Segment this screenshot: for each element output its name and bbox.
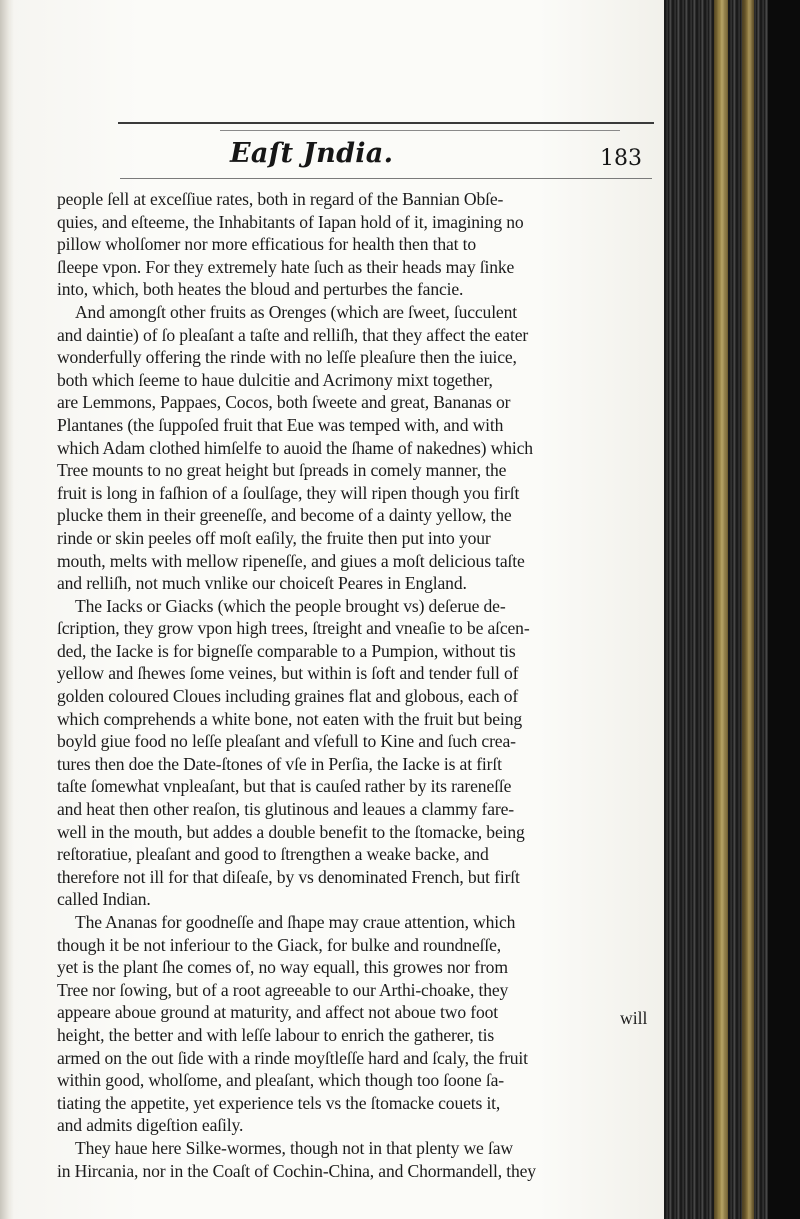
text-line: pillow wholſomer nor more efficatious for health then that to [57,234,477,255]
text-line: taſte ſomewhat vnpleaſant, but that is cauſed rather by its rareneſſe [57,776,512,797]
text-line: in Hircania, nor in the Coaſt of Cochin-China, and Chormandell, they [57,1160,536,1181]
binding-edge [768,0,800,1219]
top-rule [118,122,654,124]
text-line: ſcription, they grow vpon high trees, ſtreight and vneaſie to be aſcen- [57,618,530,639]
text-line: and daintie) of ſo pleaſant a taſte and relliſh, that they affect the eater [57,324,529,345]
text-line: both which ſeeme to haue dulcitie and Acrimony mixt together, [57,369,493,390]
text-line: The Ananas for goodneſſe and ſhape may craue attention, which [75,912,516,932]
text-line: boyld giue food no leſſe pleaſant and vſefull to Kine and ſuch crea- [57,731,516,752]
text-line: which comprehends a white bone, not eaten with the fruit but being [57,708,523,729]
header-rule [120,178,652,179]
text-line: Tree nor ſowing, but of a root agreeable to our Arthi-choake, they [57,979,509,1000]
text-line: And amongſt other fruits as Orenges (which are ſweet, ſucculent [75,301,517,322]
text-line: though it be not inferiour to the Giack, for bulke and roundneſſe, [57,934,501,955]
catchword: will [620,1008,648,1028]
body-text [57,188,657,1182]
text-line: tiating the appetite, yet experience tels vs the ſtomacke couets it, [57,1092,501,1113]
top-rule-thin [220,130,620,131]
text-line: and relliſh, not much vnlike our choiceſt Peares in England. [57,573,467,594]
text-line: which Adam clothed himſelfe to auoid the ſhame of nakednes) which [57,437,533,458]
binding-gold-band [742,0,754,1219]
text-line: called Indian. [57,889,151,910]
text-line: golden coloured Cloues including graines flat and globous, each of [57,686,519,707]
text-line: reſtoratiue, pleaſant and good to ſtrengthen a weake backe, and [57,844,489,865]
text-line: mouth, melts with mellow ripeneſſe, and giues a moſt delicious taſte [57,550,525,571]
text-line: fruit is long in faſhion of a ſoulſage, they will ripen though you firſt [57,482,520,503]
text-line: ſleepe vpon. For they extremely hate ſuch as their heads may ſinke [57,256,515,277]
page-number: 183 [600,146,642,171]
text-line: Tree mounts to no great height but ſpreads in comely manner, the [57,460,507,481]
text-line: rinde or skin peeles off moſt eaſily, the fruite then put into your [57,527,491,548]
text-line: height, the better and with leſſe labour to enrich the gatherer, tis [57,1024,495,1045]
running-head: Eaſt Jndia. [230,138,394,169]
binding-gold-band [714,0,728,1219]
text-line: therefore not ill for that diſeaſe, by vs denominated French, but firſt [57,866,520,887]
text-line: wonderfully offering the rinde with no leſſe pleaſure then the iuice, [57,347,517,368]
text-line: appeare aboue ground at maturity, and affect not aboue two foot [57,1002,498,1023]
text-line: well in the mouth, but addes a double benefit to the ſtomacke, being [57,821,525,842]
text-line: The Iacks or Giacks (which the people brought vs) deſerue de- [75,595,506,616]
text-line: armed on the out ſide with a rinde moyſtleſſe hard and ſcaly, the fruit [57,1047,528,1068]
text-line: into, which, both heates the bloud and perturbes the fancie. [57,279,464,300]
page-edge-shadow [0,0,14,1219]
text-line: yet is the plant ſhe comes of, no way equall, this growes nor from [57,957,508,978]
text-line: are Lemmons, Pappaes, Cocos, both ſweete and great, Bananas or [57,392,511,413]
text-line: within good, wholſome, and pleaſant, which though too ſoone ſa- [57,1070,504,1091]
text-line: Plantanes (the ſuppoſed fruit that Eue was temped with, and with [57,414,504,435]
text-line: and heat then other reaſon, tis glutinous and leaues a clammy fare- [57,799,514,820]
text-line: yellow and ſhewes ſome veines, but within is ſoft and tender full of [57,663,519,684]
text-line: people ſell at exceſſiue rates, both in regard of the Bannian Obſe- [57,189,504,209]
text-line: quies, and eſteeme, the Inhabitants of Iapan hold of it, imagining no [57,211,524,232]
text-line: plucke them in their greeneſſe, and become of a dainty yellow, the [57,505,512,526]
text-line: and admits digeſtion eaſily. [57,1115,244,1136]
text-line: ded, the Iacke is for bigneſſe comparable to a Pumpion, without tis [57,640,516,661]
text-line: tures then doe the Date-ſtones of vſe in Perſia, the Iacke is at firſt [57,753,502,774]
text-line: They haue here Silke-wormes, though not in that plenty we ſaw [75,1137,513,1158]
